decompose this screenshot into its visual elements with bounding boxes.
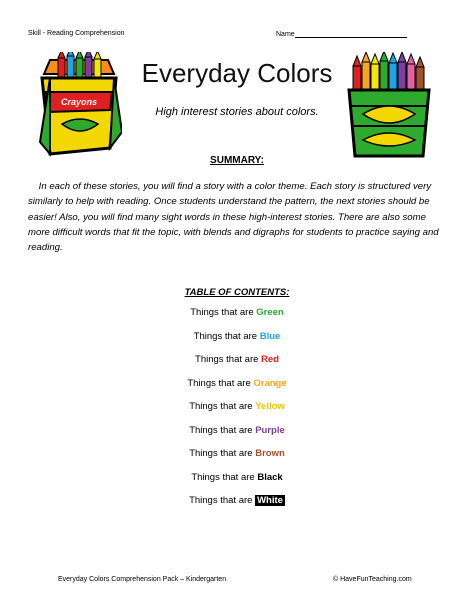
toc-item-prefix: Things that are bbox=[189, 448, 256, 459]
summary-heading: SUMMARY: bbox=[210, 155, 264, 166]
toc-item-prefix: Things that are bbox=[189, 401, 256, 412]
toc-color-word: Black bbox=[257, 471, 283, 483]
toc-item bbox=[0, 329, 474, 353]
name-field bbox=[276, 30, 407, 38]
name-line bbox=[295, 30, 407, 38]
footer-left: Everyday Colors Comprehension Pack – Kindergarten bbox=[58, 576, 227, 583]
toc-item bbox=[0, 399, 474, 423]
toc-color-word: Purple bbox=[255, 424, 285, 436]
toc-color-word: White bbox=[257, 495, 283, 506]
toc-item bbox=[0, 446, 474, 470]
toc-color-word: Yellow bbox=[255, 401, 285, 412]
toc-item bbox=[0, 470, 474, 494]
crayon-box-label: Crayons bbox=[60, 97, 98, 107]
toc-color-word: Red bbox=[261, 354, 279, 365]
page-title: Everyday Colors bbox=[141, 58, 333, 88]
summary-text bbox=[28, 179, 446, 255]
toc-item bbox=[0, 376, 474, 400]
skill-label: Skill - Reading Comprehension bbox=[28, 30, 125, 37]
toc-item bbox=[0, 423, 474, 447]
page-subtitle: High interest stories about colors. bbox=[155, 106, 319, 118]
toc-item bbox=[0, 305, 474, 329]
toc-item-prefix: Things that are bbox=[187, 377, 254, 389]
toc-item-prefix: Things that are bbox=[189, 424, 256, 436]
toc-color-word: Blue bbox=[259, 330, 281, 342]
toc-color-word: Green bbox=[256, 307, 284, 318]
toc-item-prefix: Things that are bbox=[195, 354, 262, 365]
summary-body: In each of these stories, you will find a story with a color theme. Each story is structured very similarly to help with reading. Once students understand the pattern, the next stories should be easier! Also, you will find many sight words in these high-interest stories. There are also some more difficult words that fit the topic, with blends and digraphs for students to practice saying and reading. bbox=[28, 181, 439, 254]
toc-color-word: Orange bbox=[253, 377, 287, 389]
toc-heading: TABLE OF CONTENTS: bbox=[184, 287, 290, 298]
toc-color-word: Brown bbox=[255, 448, 285, 459]
toc-item bbox=[0, 352, 474, 376]
table-of-contents bbox=[0, 305, 474, 517]
toc-item bbox=[0, 493, 474, 517]
footer-right: © HaveFunTeaching.com bbox=[333, 576, 412, 583]
name-label: Name bbox=[276, 31, 295, 38]
toc-item-prefix: Things that are bbox=[193, 330, 260, 342]
toc-item-prefix: Things that are bbox=[191, 471, 258, 483]
toc-item-prefix: Things that are bbox=[189, 495, 256, 506]
toc-item-prefix: Things that are bbox=[190, 307, 257, 318]
